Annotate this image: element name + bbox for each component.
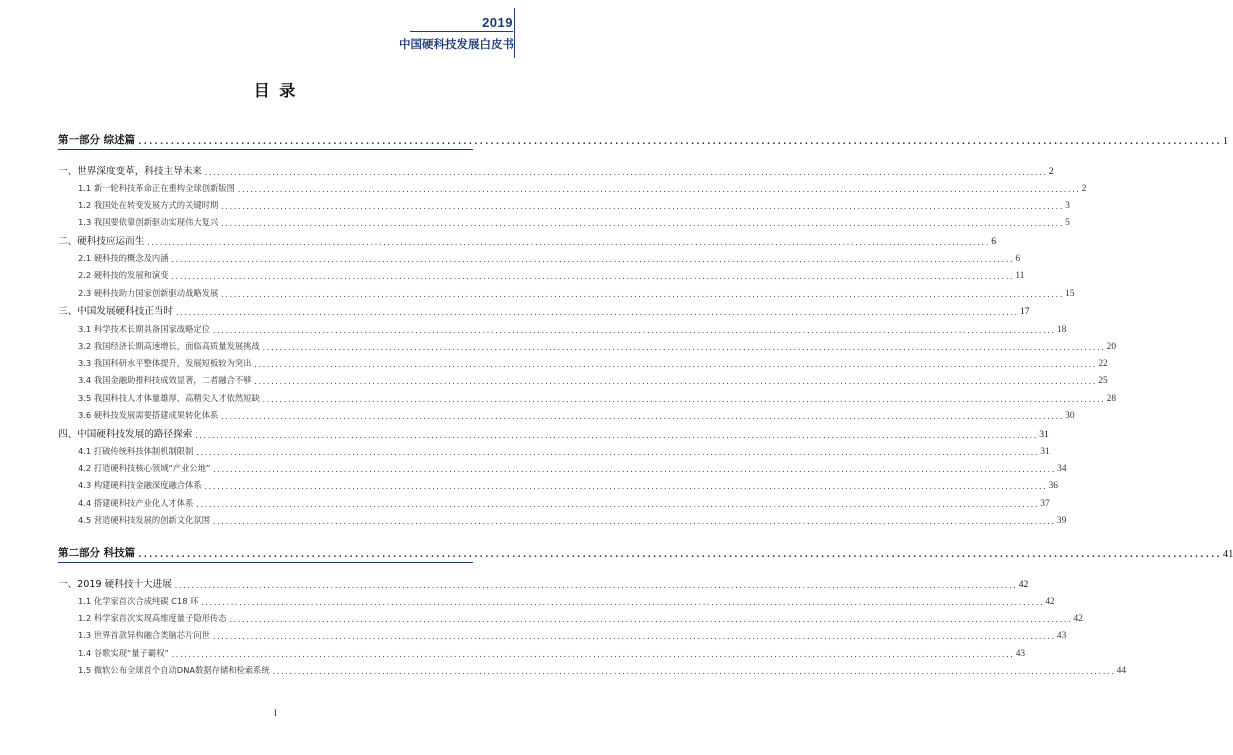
toc-leader-dots: ........................................................................................................................................................................................................ <box>220 290 1064 299</box>
toc-entry-page: 31 <box>1039 428 1049 440</box>
toc-section-row[interactable] <box>58 335 1117 352</box>
part-divider <box>58 149 473 150</box>
toc-entry-page: 36 <box>1048 481 1058 492</box>
toc-entry-label: 2.2 硬科技的发展和演变 <box>78 270 169 281</box>
toc-section-row[interactable] <box>58 317 1067 335</box>
toc-section-row[interactable] <box>58 457 1067 475</box>
toc-chapter-row[interactable] <box>58 228 997 247</box>
toc-entry-label: 一、2019 硬科技十大进展 <box>58 578 172 590</box>
toc-chapter-row[interactable] <box>58 299 1030 318</box>
toc-entry-page: 42 <box>1018 578 1029 590</box>
toc-entry-label: 3.3 我国科研水平整体提升，发展短板较为突出 <box>78 358 252 369</box>
toc-chapter-row[interactable] <box>58 158 1054 177</box>
toc-entry-page: 18 <box>1056 324 1067 335</box>
toc-section-row[interactable] <box>58 404 1075 422</box>
toc-entry-label: 2.3 硬科技助力国家创新驱动战略发展 <box>78 287 219 298</box>
toc-leader-dots: ........................................................................................................................................................................................................ <box>220 220 1064 229</box>
toc-entry-label: 1.1 新一轮科技革命正在重构全球创新版图 <box>78 182 235 193</box>
table-of-contents <box>58 123 1233 677</box>
toc-entry-page: 42 <box>1073 614 1083 625</box>
toc-entry-page: 1 <box>1222 136 1229 147</box>
toc-leader-dots: ........................................................................................................................................................................................................ <box>195 448 1039 457</box>
toc-section-row[interactable] <box>58 474 1058 492</box>
toc-entry-label: 三、中国发展硬科技正当时 <box>58 306 174 318</box>
toc-section-row[interactable] <box>58 509 1067 527</box>
toc-entry-label: 4.2 打造硬科技核心领域“产业公地” <box>78 463 211 474</box>
toc-entry-page: 34 <box>1057 464 1067 475</box>
toc-entry-page: 31 <box>1040 446 1050 457</box>
toc-leader-dots: ........................................................................................................................................................................................................ <box>220 413 1064 422</box>
part-divider <box>58 562 473 563</box>
toc-leader-dots: ........................................................................................................................................................................................................ <box>170 256 1014 265</box>
toc-section-row[interactable] <box>58 264 1025 282</box>
toc-entry-page: 20 <box>1106 341 1117 352</box>
toc-entry-label: 1.2 科学家首次实现高维度量子隐形传态 <box>78 613 227 624</box>
toc-leader-dots: ........................................................................................................................................................................................................ <box>261 343 1105 352</box>
page-title: 目 录 <box>253 81 298 100</box>
toc-section-row[interactable] <box>58 440 1050 457</box>
toc-section-row[interactable] <box>58 641 1026 659</box>
toc-entry-label: 四、中国硬科技发展的路径探索 <box>58 428 193 440</box>
part-gap <box>58 526 473 536</box>
toc-leader-dots: ........................................................................................................................................................................................................ <box>173 581 1017 590</box>
toc-section-row[interactable] <box>58 352 1108 370</box>
toc-entry-label: 1.5 微软公布全球首个自动DNA数据存储和检索系统 <box>78 665 270 676</box>
toc-entry-page: 43 <box>1056 631 1067 642</box>
toc-section-row[interactable] <box>58 607 1083 625</box>
header-rule <box>410 31 513 32</box>
toc-entry-page: 11 <box>1015 271 1025 282</box>
toc-entry-page: 5 <box>1065 218 1070 229</box>
toc-entry-label: 第二部分 科技篇 <box>58 547 136 560</box>
toc-entry-page: 3 <box>1065 201 1070 212</box>
toc-entry-label: 1.4 谷歌实现“量子霸权” <box>78 647 169 658</box>
toc-section-row[interactable] <box>58 624 1067 642</box>
toc-leader-dots: ........................................................................................................................................................................................................ <box>271 668 1115 677</box>
toc-section-row[interactable] <box>58 281 1075 299</box>
toc-entry-page: 44 <box>1116 666 1126 677</box>
toc-section-row[interactable] <box>58 659 1126 677</box>
toc-entry-label: 3.5 我国科技人才体量雄厚，高精尖人才依然短缺 <box>78 392 260 403</box>
toc-section-row[interactable] <box>58 211 1070 229</box>
toc-leader-dots: ........................................................................................................................................................................................................ <box>195 500 1039 509</box>
toc-leader-dots: ........................................................................................................................................................................................................ <box>212 326 1055 335</box>
toc-entry-page: 2 <box>1048 165 1054 177</box>
toc-entry-label: 4.5 营造硬科技发展的创新文化氛围 <box>78 515 210 526</box>
toc-entry-page: 43 <box>1015 648 1026 659</box>
toc-entry-label: 3.6 硬科技发展需要搭建成果转化体系 <box>78 410 219 421</box>
toc-entry-label: 2.1 硬科技的概念及内涵 <box>78 253 169 264</box>
toc-entry-label: 4.1 打破传统科技体制机制限制 <box>78 445 194 456</box>
page-number: I <box>274 708 277 718</box>
toc-entry-label: 1.2 我国处在转变发展方式的关键时期 <box>78 200 219 211</box>
header-vertical-rule <box>514 8 515 58</box>
toc-leader-dots: ........................................................................................................................................................................................................ <box>236 185 1080 194</box>
toc-leader-dots: ........................................................................................................................................................................................................ <box>170 650 1014 659</box>
toc-entry-page: 30 <box>1065 411 1075 422</box>
toc-entry-page: 22 <box>1098 359 1108 370</box>
toc-entry-label: 二、硬科技应运而生 <box>58 235 145 247</box>
toc-entry-label: 3.2 我国经济长期高速增长，面临高质量发展挑战 <box>78 340 260 351</box>
toc-entry-page: 15 <box>1065 288 1075 299</box>
toc-entry-page: 37 <box>1040 498 1050 509</box>
toc-leader-dots: ........................................................................................................................................................................................................ <box>220 203 1064 212</box>
toc-entry-page: 28 <box>1106 393 1117 404</box>
toc-entry-page: 17 <box>1020 306 1030 318</box>
toc-section-row[interactable] <box>58 194 1070 212</box>
toc-leader-dots: ........................................................................................................................................................................................................ <box>261 395 1105 404</box>
toc-leader-dots: ........................................................................................................................................................................................................ <box>170 273 1014 282</box>
toc-leader-dots: ........................................................................................................................................................................................................ <box>203 168 1047 177</box>
toc-entry-page: 6 <box>1015 254 1021 265</box>
toc-section-row[interactable] <box>58 369 1108 387</box>
toc-leader-dots: ........................................................................................................................................................................................................ <box>253 378 1097 387</box>
toc-leader-dots: ........................................................................................................................................................................................................ <box>137 137 1221 147</box>
toc-section-row[interactable] <box>58 491 1050 509</box>
toc-leader-dots: ........................................................................................................................................................................................................ <box>212 518 1055 527</box>
toc-leader-dots: ........................................................................................................................................................................................................ <box>228 616 1072 625</box>
toc-entry-label: 1.1 化学家首次合成纯碳 C18 环 <box>78 595 199 606</box>
toc-entry-page: 6 <box>991 235 997 247</box>
toc-entry-label: 1.3 世界首款异构融合类脑芯片问世 <box>78 630 210 641</box>
toc-section-row[interactable] <box>58 590 1055 607</box>
toc-part-row[interactable] <box>58 123 1229 147</box>
toc-leader-dots: ........................................................................................................................................................................................................ <box>203 483 1047 492</box>
toc-entry-label: 3.4 我国金融助推科技成效显著，二者融合不够 <box>78 375 252 386</box>
toc-entry-page: 41 <box>1222 549 1233 561</box>
toc-chapter-row[interactable] <box>58 571 1029 590</box>
page-header <box>0 0 551 68</box>
toc-section-row[interactable] <box>58 177 1087 194</box>
toc-entry-label: 4.4 搭建硬科技产业化人才体系 <box>78 497 194 508</box>
toc-section-row[interactable] <box>58 247 1021 265</box>
toc-entry-label: 3.1 科学技术长期具备国家战略定位 <box>78 323 210 334</box>
toc-entry-page: 25 <box>1098 376 1108 387</box>
toc-leader-dots: ........................................................................................................................................................................................................ <box>175 309 1018 318</box>
toc-entry-page: 2 <box>1081 183 1087 194</box>
toc-entry-label: 1.3 我国要依靠创新驱动实现伟大复兴 <box>78 217 219 228</box>
toc-leader-dots: ........................................................................................................................................................................................................ <box>212 633 1055 642</box>
toc-leader-dots: ........................................................................................................................................................................................................ <box>137 550 1221 561</box>
toc-part-row[interactable] <box>58 536 1233 561</box>
toc-section-row[interactable] <box>58 386 1117 404</box>
toc-leader-dots: ........................................................................................................................................................................................................ <box>146 238 990 247</box>
toc-leader-dots: ........................................................................................................................................................................................................ <box>212 466 1056 475</box>
toc-entry-page: 42 <box>1045 596 1055 607</box>
toc-leader-dots: ........................................................................................................................................................................................................ <box>200 598 1044 607</box>
toc-entry-page: 39 <box>1056 516 1067 527</box>
toc-entry-label: 第一部分 综述篇 <box>58 134 136 146</box>
toc-leader-dots: ........................................................................................................................................................................................................ <box>194 431 1038 440</box>
header-title: 中国硬科技发展白皮书 <box>399 37 514 51</box>
toc-entry-label: 4.3 构建硬科技金融深度融合体系 <box>78 480 202 491</box>
toc-leader-dots: ........................................................................................................................................................................................................ <box>253 361 1097 370</box>
header-year: 2019 <box>482 15 513 30</box>
toc-entry-label: 一、世界深度变革，科技主导未来 <box>58 165 202 177</box>
toc-chapter-row[interactable] <box>58 421 1049 440</box>
